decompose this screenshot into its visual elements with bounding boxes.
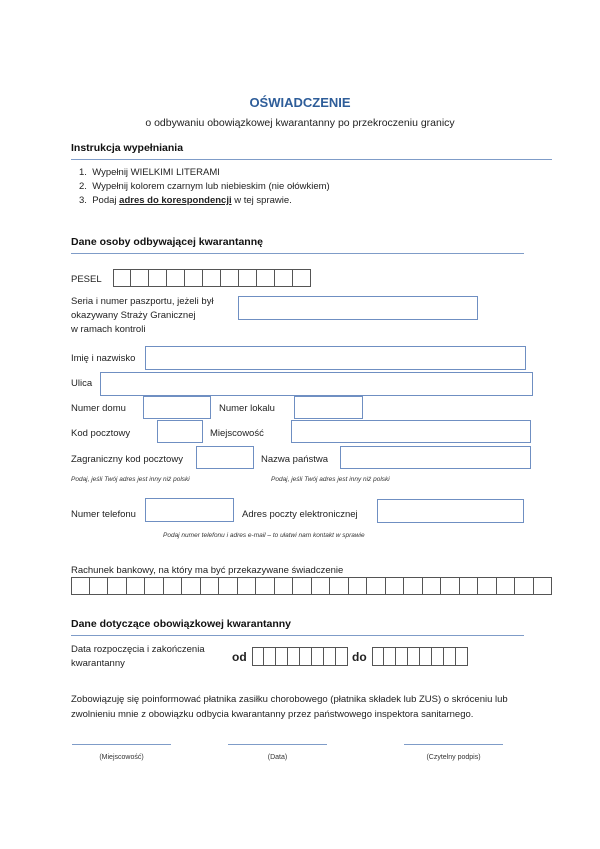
bank-digit[interactable] xyxy=(423,577,442,595)
bank-digit[interactable] xyxy=(90,577,109,595)
signature-line[interactable] xyxy=(404,744,503,745)
dates-label-line1: Data rozpoczęcia i zakończenia xyxy=(71,644,205,655)
city-field[interactable] xyxy=(291,420,531,443)
pesel-digit[interactable] xyxy=(167,269,185,287)
bank-digit[interactable] xyxy=(404,577,423,595)
pesel-digit[interactable] xyxy=(239,269,257,287)
address-emphasis: adres do korespondencji xyxy=(119,195,232,206)
instructions-heading: Instrukcja wypełniania xyxy=(71,142,184,154)
quarantine-rule xyxy=(71,635,524,636)
foreign-postal-label: Zagraniczny kod pocztowy xyxy=(71,454,183,465)
bank-digit[interactable] xyxy=(515,577,534,595)
phone-field[interactable] xyxy=(145,498,234,522)
instructions-rule xyxy=(71,159,552,160)
document-title: OŚWIADCZENIE xyxy=(249,95,351,110)
city-label: Miejscowość xyxy=(210,428,264,439)
pesel-digit[interactable] xyxy=(293,269,311,287)
date-digit[interactable] xyxy=(456,647,468,666)
flat-number-field[interactable] xyxy=(294,396,363,419)
date-digit[interactable] xyxy=(408,647,420,666)
passport-label-line3: w ramach kontroli xyxy=(71,324,146,335)
bank-digit[interactable] xyxy=(201,577,220,595)
passport-label-line1: Seria i numer paszportu, jeżeli był xyxy=(71,296,214,307)
bank-account-field[interactable] xyxy=(71,577,552,595)
pesel-digit[interactable] xyxy=(113,269,131,287)
date-digit[interactable] xyxy=(396,647,408,666)
bank-digit[interactable] xyxy=(386,577,405,595)
pesel-digit[interactable] xyxy=(185,269,203,287)
declaration-line1: Zobowiązuję się poinformować płatnika zasiłku chorobowego (płatnika składek lub ZUS) o skróceniu lub xyxy=(71,694,508,705)
end-date-field[interactable] xyxy=(372,647,468,666)
pesel-digit[interactable] xyxy=(203,269,221,287)
country-field[interactable] xyxy=(340,446,531,469)
pesel-digit[interactable] xyxy=(149,269,167,287)
quarantine-heading: Dane dotyczące obowiązkowej kwarantanny xyxy=(71,618,291,630)
instruction-item-2: 2. Wypełnij kolorem czarnym lub niebieskim (nie ołówkiem) xyxy=(79,181,330,192)
signature-caption: (Czytelny podpis) xyxy=(426,754,481,761)
phone-label: Numer telefonu xyxy=(71,509,136,520)
date-digit[interactable] xyxy=(264,647,276,666)
pesel-field[interactable] xyxy=(113,269,311,287)
bank-digit[interactable] xyxy=(164,577,183,595)
to-label: do xyxy=(352,650,367,664)
instructions-list xyxy=(79,166,330,208)
postal-code-label: Kod pocztowy xyxy=(71,428,131,439)
pesel-label: PESEL xyxy=(71,274,102,285)
date-digit[interactable] xyxy=(444,647,456,666)
bank-digit[interactable] xyxy=(497,577,516,595)
date-digit[interactable] xyxy=(252,647,264,666)
house-number-field[interactable] xyxy=(143,396,211,419)
name-field[interactable] xyxy=(145,346,526,370)
bank-digit[interactable] xyxy=(441,577,460,595)
place-caption: (Miejscowość) xyxy=(99,754,144,761)
from-label: od xyxy=(232,650,247,664)
bank-digit[interactable] xyxy=(71,577,90,595)
date-digit[interactable] xyxy=(312,647,324,666)
foreign-hint-right: Podaj, jeśli Twój adres jest inny niż polski xyxy=(271,476,390,483)
street-field[interactable] xyxy=(100,372,533,396)
bank-digit[interactable] xyxy=(275,577,294,595)
bank-digit[interactable] xyxy=(182,577,201,595)
bank-digit[interactable] xyxy=(238,577,257,595)
date-digit[interactable] xyxy=(336,647,348,666)
foreign-hint-left: Podaj, jeśli Twój adres jest inny niż polski xyxy=(71,476,190,483)
person-rule xyxy=(71,253,524,254)
instruction-item-3: 3. Podaj adres do korespondencji w tej sprawie. xyxy=(79,195,292,206)
bank-digit[interactable] xyxy=(256,577,275,595)
declaration-line2: zwolnieniu mnie z obowiązku odbycia kwarantanny przez państwowego inspektora sanitarnego. xyxy=(71,709,474,720)
foreign-postal-field[interactable] xyxy=(196,446,254,469)
bank-digit[interactable] xyxy=(312,577,331,595)
bank-digit[interactable] xyxy=(478,577,497,595)
pesel-digit[interactable] xyxy=(257,269,275,287)
pesel-digit[interactable] xyxy=(275,269,293,287)
name-label: Imię i nazwisko xyxy=(71,353,136,364)
pesel-digit[interactable] xyxy=(221,269,239,287)
postal-code-field[interactable] xyxy=(157,420,203,443)
bank-digit[interactable] xyxy=(293,577,312,595)
flat-number-label: Numer lokalu xyxy=(219,403,275,414)
bank-digit[interactable] xyxy=(349,577,368,595)
start-date-field[interactable] xyxy=(252,647,348,666)
pesel-digit[interactable] xyxy=(131,269,149,287)
date-digit[interactable] xyxy=(420,647,432,666)
bank-digit[interactable] xyxy=(219,577,238,595)
bank-digit[interactable] xyxy=(330,577,349,595)
date-digit[interactable] xyxy=(384,647,396,666)
email-field[interactable] xyxy=(377,499,524,523)
date-digit[interactable] xyxy=(300,647,312,666)
date-digit[interactable] xyxy=(372,647,384,666)
bank-digit[interactable] xyxy=(367,577,386,595)
bank-digit[interactable] xyxy=(145,577,164,595)
date-digit[interactable] xyxy=(432,647,444,666)
contact-hint: Podaj numer telefonu i adres e-mail – to ułatwi nam kontakt w sprawie xyxy=(163,532,365,539)
country-label: Nazwa państwa xyxy=(261,454,329,465)
date-signature-line[interactable] xyxy=(228,744,327,745)
date-caption: (Data) xyxy=(267,754,288,761)
person-heading: Dane osoby odbywającej kwarantannę xyxy=(71,236,263,248)
instruction-item-1: 1. Wypełnij WIELKIMI LITERAMI xyxy=(79,167,220,178)
bank-digit[interactable] xyxy=(460,577,479,595)
dates-label-line2: kwarantanny xyxy=(71,658,125,669)
bank-digit[interactable] xyxy=(127,577,146,595)
date-digit[interactable] xyxy=(288,647,300,666)
passport-label-line2: okazywany Straży Granicznej xyxy=(71,310,196,321)
document-subtitle: o odbywaniu obowiązkowej kwarantanny po przekroczeniu granicy xyxy=(145,117,455,129)
bank-digit[interactable] xyxy=(108,577,127,595)
bank-account-label: Rachunek bankowy, na który ma być przekazywane świadczenie xyxy=(71,565,344,576)
date-digit[interactable] xyxy=(276,647,288,666)
passport-field[interactable] xyxy=(238,296,478,320)
bank-digit[interactable] xyxy=(534,577,553,595)
street-label: Ulica xyxy=(71,378,93,389)
place-signature-line[interactable] xyxy=(72,744,171,745)
email-label: Adres poczty elektronicznej xyxy=(242,509,358,520)
house-number-label: Numer domu xyxy=(71,403,126,414)
date-digit[interactable] xyxy=(324,647,336,666)
